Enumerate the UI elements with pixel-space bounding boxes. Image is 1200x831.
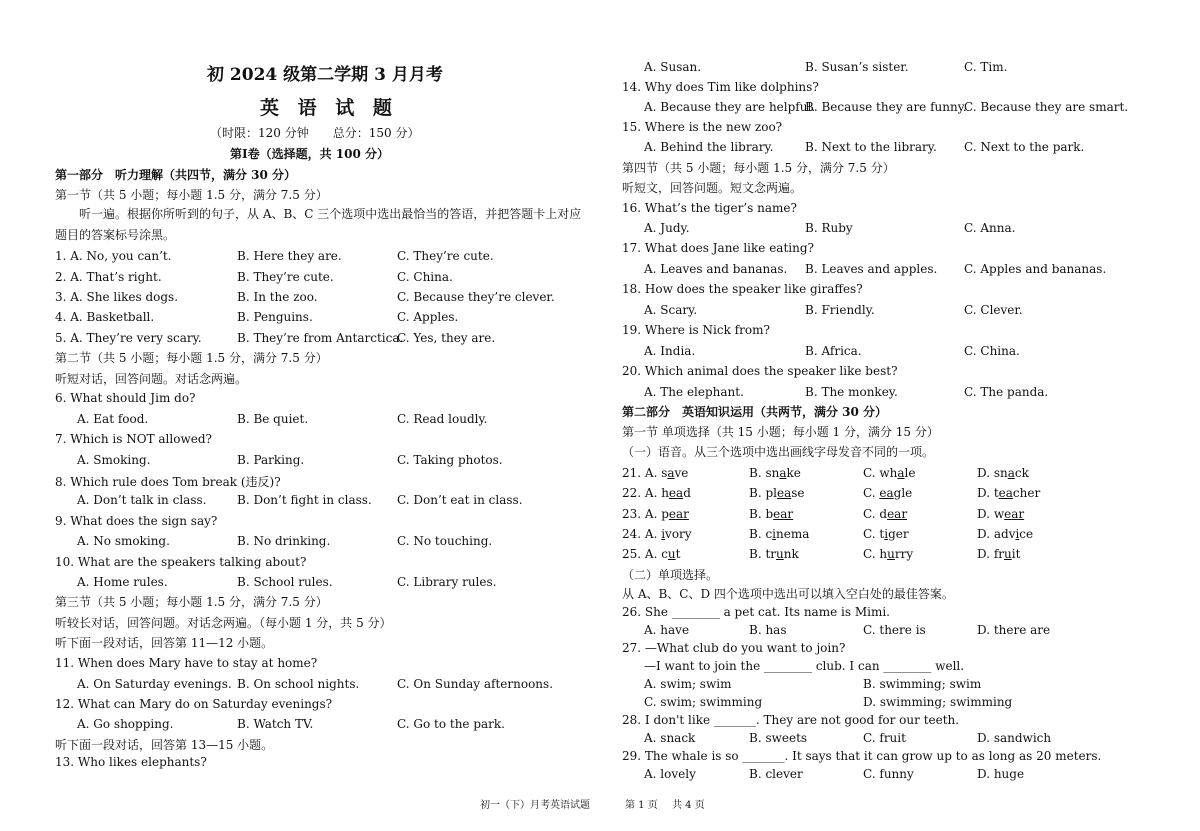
section3-instructions: 听较长对话，回答问题。对话念两遍。（每小题 1 分，共 5 分） [55, 616, 392, 630]
q22-option-c: C. eagle [863, 486, 913, 500]
q19-stem: 19. Where is Nick from? [622, 323, 770, 337]
q9-option-a: A. No smoking. [77, 534, 170, 548]
q23-option-c: C. dear [863, 507, 908, 521]
q7-stem: 7. Which is NOT allowed? [55, 432, 212, 446]
part2-section1-heading: 第一节 单项选择（共 15 小题；每小题 1 分，满分 15 分） [622, 425, 939, 439]
part1-heading: 第一部分 听力理解（共四节，满分 30 分） [55, 168, 297, 182]
q25-option-b: B. trunk [749, 547, 799, 561]
q15-option-c: C. Next to the park. [964, 140, 1085, 154]
q29-stem: 29. The whale is so _______. It says that it can grow up to as long as 20 meters. [622, 749, 1102, 763]
q21-option-a: 21. A. save [622, 466, 689, 480]
q27-option-d: D. swimming; swimming [863, 695, 1013, 709]
q9-option-b: B. No drinking. [237, 534, 331, 548]
q25-option-a: 25. A. cut [622, 547, 681, 561]
q21-option-c: C. whale [863, 466, 916, 480]
q10-option-c: C. Library rules. [397, 575, 497, 589]
q26-option-c: C. there is [863, 623, 926, 637]
q22-option-d: D. teacher [977, 486, 1041, 500]
exam-meta: （时限：120 分钟 总分：150 分） [210, 126, 420, 140]
q27-option-a: A. swim; swim [644, 677, 732, 691]
section3-dialogue-a: 听下面一段对话，回答第 11—12 小题。 [55, 636, 274, 650]
q18-stem: 18. How does the speaker like giraffes? [622, 282, 863, 296]
q2-option-c: C. China. [397, 270, 453, 284]
q17-option-b: B. Leaves and apples. [805, 262, 938, 276]
q12-stem: 12. What can Mary do on Saturday evenings? [55, 697, 333, 711]
q6-stem: 6. What should Jim do? [55, 391, 196, 405]
q9-stem: 9. What does the sign say? [55, 514, 218, 528]
single-choice-heading: （二）单项选择。 [622, 568, 719, 582]
q13-option-b: B. Susan’s sister. [805, 60, 909, 74]
q3-option-a: 3. A. She likes dogs. [55, 290, 179, 304]
q16-option-c: C. Anna. [964, 221, 1016, 235]
q26-option-d: D. there are [977, 623, 1051, 637]
q12-option-a: A. Go shopping. [77, 717, 174, 731]
q24-option-c: C. tiger [863, 527, 909, 541]
q1-option-b: B. Here they are. [237, 249, 342, 263]
section2-instructions: 听短对话，回答问题。对话念两遍。 [55, 372, 248, 386]
q26-stem: 26. She ________ a pet cat. Its name is Mimi. [622, 605, 890, 619]
q16-option-a: A. Judy. [644, 221, 690, 235]
q2-option-b: B. They’re cute. [237, 270, 334, 284]
q4-option-b: B. Penguins. [237, 310, 313, 324]
q20-option-a: A. The elephant. [644, 385, 744, 399]
q24-option-d: D. advice [977, 527, 1034, 541]
q9-option-c: C. No touching. [397, 534, 493, 548]
q15-stem: 15. Where is the new zoo? [622, 120, 783, 134]
q8-option-c: C. Don’t eat in class. [397, 493, 523, 507]
section4-instructions: 听短文，回答问题。短文念两遍。 [622, 181, 803, 195]
q23-option-a: 23. A. pear [622, 507, 689, 521]
q12-option-b: B. Watch TV. [237, 717, 314, 731]
q8-option-a: A. Don’t talk in class. [77, 493, 207, 507]
q18-option-b: B. Friendly. [805, 303, 875, 317]
q14-option-a: A. Because they are helpful. [644, 100, 816, 114]
q3-option-c: C. Because they’re clever. [397, 290, 555, 304]
section1-heading: 第一节（共 5 小题；每小题 1.5 分，满分 7.5 分） [55, 188, 328, 202]
q1-option-c: C. They’re cute. [397, 249, 494, 263]
q8-stem: 8. Which rule does Tom break (违反)? [55, 475, 281, 489]
q15-option-b: B. Next to the library. [805, 140, 937, 154]
q25-option-c: C. hurry [863, 547, 914, 561]
q23-option-b: B. bear [749, 507, 794, 521]
q13-option-c: C. Tim. [964, 60, 1008, 74]
q17-stem: 17. What does Jane like eating? [622, 241, 814, 255]
q19-option-c: C. China. [964, 344, 1020, 358]
q18-option-a: A. Scary. [644, 303, 698, 317]
q27-stem-answer: —I want to join the ________ club. I can ________ well. [644, 659, 965, 673]
q18-option-c: C. Clever. [964, 303, 1023, 317]
q19-option-b: B. Africa. [805, 344, 862, 358]
q20-option-c: C. The panda. [964, 385, 1049, 399]
q28-stem: 28. I don't like _______. They are not good for our teeth. [622, 713, 960, 727]
q27-stem-question: 27. —What club do you want to join? [622, 641, 846, 655]
q11-option-c: C. On Sunday afternoons. [397, 677, 554, 691]
q28-option-b: B. sweets [749, 731, 808, 745]
q20-option-b: B. The monkey. [805, 385, 898, 399]
q7-option-b: B. Parking. [237, 453, 305, 467]
q5-option-c: C. Yes, they are. [397, 331, 496, 345]
q1-option-a: 1. A. No, you can’t. [55, 249, 172, 263]
q10-stem: 10. What are the speakers talking about? [55, 555, 307, 569]
q22-option-b: B. please [749, 486, 805, 500]
volume-heading: 第Ⅰ卷（选择题，共 100 分） [230, 147, 390, 161]
q14-stem: 14. Why does Tim like dolphins? [622, 80, 819, 94]
q27-option-b: B. swimming; swim [863, 677, 982, 691]
q28-option-c: C. fruit [863, 731, 906, 745]
q20-stem: 20. Which animal does the speaker like best? [622, 364, 898, 378]
q6-option-b: B. Be quiet. [237, 412, 309, 426]
q13-option-a: A. Susan. [644, 60, 702, 74]
q12-option-c: C. Go to the park. [397, 717, 505, 731]
q11-option-a: A. On Saturday evenings. [77, 677, 232, 691]
q25-option-d: D. fruit [977, 547, 1021, 561]
section2-heading: 第二节（共 5 小题；每小题 1.5 分，满分 7.5 分） [55, 351, 328, 365]
phonetics-instructions: （一）语音。从三个选项中选出画线字母发音不同的一项。 [622, 445, 935, 459]
q24-option-a: 24. A. ivory [622, 527, 692, 541]
q19-option-a: A. India. [644, 344, 696, 358]
q10-option-a: A. Home rules. [77, 575, 168, 589]
q22-option-a: 22. A. head [622, 486, 691, 500]
q6-option-c: C. Read loudly. [397, 412, 488, 426]
section3-dialogue-b: 听下面一段对话，回答第 13—15 小题。 [55, 738, 274, 752]
q4-option-a: 4. A. Basketball. [55, 310, 155, 324]
part2-heading: 第二部分 英语知识运用（共两节，满分 30 分） [622, 405, 888, 419]
single-choice-instructions: 从 A、B、C、D 四个选项中选出可以填入空白处的最佳答案。 [622, 587, 954, 601]
q17-option-a: A. Leaves and bananas. [644, 262, 788, 276]
q7-option-c: C. Taking photos. [397, 453, 503, 467]
q10-option-b: B. School rules. [237, 575, 333, 589]
q29-option-c: C. funny [863, 767, 914, 781]
q7-option-a: A. Smoking. [77, 453, 151, 467]
q23-option-d: D. wear [977, 507, 1025, 521]
q29-option-a: A. lovely [644, 767, 696, 781]
q21-option-d: D. snack [977, 466, 1029, 480]
q11-option-b: B. On school nights. [237, 677, 360, 691]
footer-course: 初一（下）月考英语试题 [480, 800, 590, 811]
q29-option-d: D. huge [977, 767, 1025, 781]
q16-stem: 16. What’s the tiger’s name? [622, 201, 797, 215]
q14-option-b: B. Because they are funny. [805, 100, 967, 114]
q5-option-a: 5. A. They’re very scary. [55, 331, 202, 345]
q21-option-b: B. snake [749, 466, 801, 480]
q24-option-b: B. cinema [749, 527, 810, 541]
q29-option-b: B. clever [749, 767, 803, 781]
section4-heading: 第四节（共 5 小题；每小题 1.5 分，满分 7.5 分） [622, 161, 895, 175]
q16-option-b: B. Ruby [805, 221, 853, 235]
exam-title: 初 2024 级第二学期 3 月月考 [207, 65, 443, 85]
exam-subtitle: 英 语 试 题 [260, 97, 398, 119]
q4-option-c: C. Apples. [397, 310, 459, 324]
q11-stem: 11. When does Mary have to stay at home? [55, 656, 318, 670]
footer-total-pages: 共 4 页 [672, 800, 705, 811]
q28-option-a: A. snack [644, 731, 696, 745]
q5-option-b: B. They’re from Antarctica. [237, 331, 404, 345]
q13-stem: 13. Who likes elephants? [55, 755, 207, 769]
section1-instructions: 听一遍。根据你所听到的句子，从 A、B、C 三个选项中选出最恰当的答语，并把答题卡上对应题目的答案标号涂黑。 [55, 207, 582, 242]
section3-heading: 第三节（共 5 小题；每小题 1.5 分，满分 7.5 分） [55, 595, 328, 609]
q28-option-d: D. sandwich [977, 731, 1052, 745]
q17-option-c: C. Apples and bananas. [964, 262, 1107, 276]
q6-option-a: A. Eat food. [77, 412, 149, 426]
q26-option-b: B. has [749, 623, 787, 637]
q8-option-b: B. Don’t fight in class. [237, 493, 372, 507]
footer-page-number: 第 1 页 [625, 800, 658, 811]
q3-option-b: B. In the zoo. [237, 290, 318, 304]
q15-option-a: A. Behind the library. [644, 140, 774, 154]
q26-option-a: A. have [644, 623, 690, 637]
q27-option-c: C. swim; swimming [644, 695, 763, 709]
q14-option-c: C. Because they are smart. [964, 100, 1129, 114]
q2-option-a: 2. A. That’s right. [55, 270, 162, 284]
